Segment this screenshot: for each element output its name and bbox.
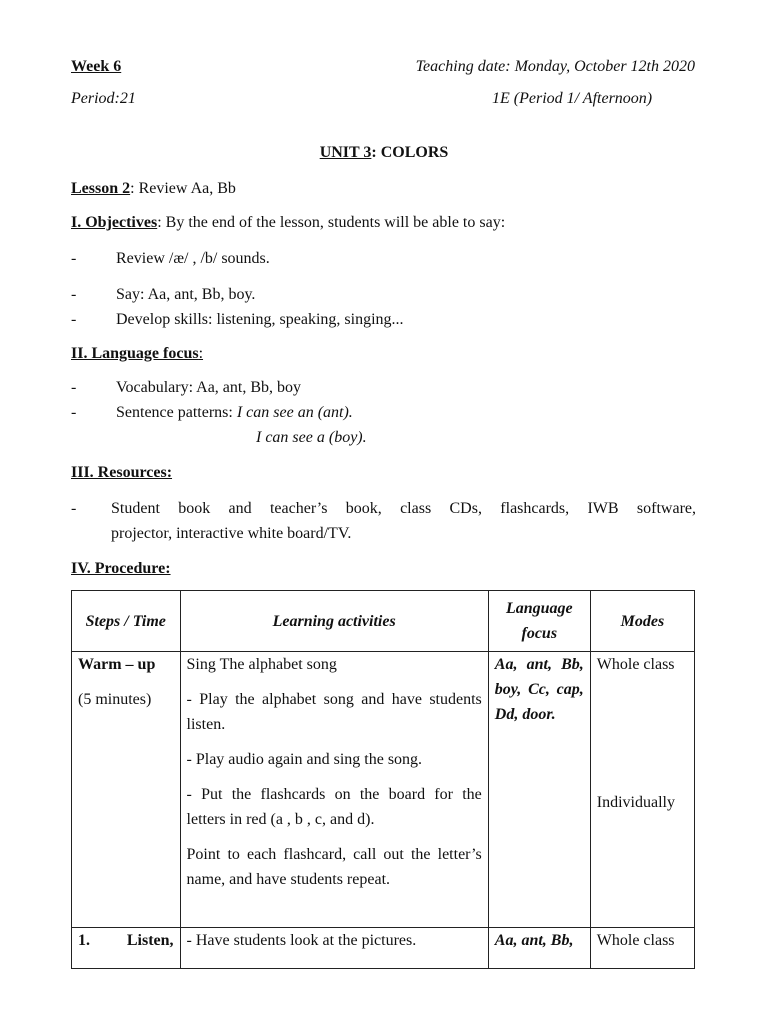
- bullet-dash: -: [71, 250, 77, 267]
- resources-line-1: Student book and teacher’s book, class CDs, flashcards, IWB software,: [111, 500, 696, 517]
- sentence-patterns-item: [116, 400, 353, 425]
- procedure-heading: IV. Procedure:: [71, 560, 171, 577]
- teaching-date: [416, 54, 695, 79]
- step-name: 1. Listen,: [78, 932, 174, 949]
- objective-item: Review /æ/ , /b/ sounds.: [116, 250, 270, 267]
- language-focus-label: II. Language focus: [71, 345, 199, 362]
- table-row: [72, 928, 695, 969]
- mode-whole-class: Whole class: [596, 656, 675, 673]
- patterns-label: Sentence patterns:: [116, 404, 237, 421]
- bullet-dash: -: [71, 311, 77, 328]
- objectives-heading: [71, 210, 505, 235]
- activity-item: - Play audio again and sing the song.: [186, 751, 423, 768]
- focus-text: Aa, ant, Bb,: [494, 932, 574, 949]
- lesson-label: Lesson 2: [71, 180, 131, 197]
- objective-item: Say: Aa, ant, Bb, boy.: [116, 286, 256, 303]
- bullet-dash: -: [71, 500, 77, 517]
- header-modes: Modes: [590, 591, 694, 652]
- activities-cell: [180, 652, 488, 928]
- activity-item: Point to each flashcard, call out the letter’s name, and have students repeat.: [186, 846, 482, 888]
- unit-label: UNIT 3: [319, 144, 372, 161]
- mode-whole-class: Whole class: [596, 932, 675, 949]
- focus-cell: [488, 928, 590, 969]
- activity-item: - Play the alphabet song and have students listen.: [186, 691, 482, 733]
- activity-item: Sing The alphabet song: [186, 656, 337, 673]
- pattern-1: I can see an (ant).: [236, 404, 353, 421]
- language-focus-colon: :: [198, 345, 204, 362]
- step-name: Warm – up: [78, 656, 156, 673]
- vocabulary-item: Vocabulary: Aa, ant, Bb, boy: [116, 379, 302, 396]
- procedure-table: [71, 590, 695, 969]
- header-steps: Steps / Time: [72, 591, 181, 652]
- focus-cell: [488, 652, 590, 928]
- step-time: (5 minutes): [78, 691, 152, 708]
- modes-cell: [590, 928, 694, 969]
- lesson-line: [71, 176, 236, 201]
- objective-item: Develop skills: listening, speaking, singing...: [116, 311, 404, 328]
- activity-item: - Have students look at the pictures.: [186, 932, 417, 949]
- class-info: 1E (Period 1/ Afternoon): [492, 90, 653, 107]
- modes-cell: [590, 652, 694, 928]
- table-row: [72, 652, 695, 928]
- pattern-2: I can see a (boy).: [256, 429, 367, 446]
- unit-name: : COLORS: [371, 144, 449, 161]
- teaching-date-label: Teaching date: [415, 58, 506, 75]
- lesson-text: : Review Aa, Bb: [130, 180, 236, 197]
- teaching-date-value: : Monday, October 12th 2020: [505, 58, 695, 75]
- bullet-dash: -: [71, 404, 77, 421]
- resources-line-2: projector, interactive white board/TV.: [111, 525, 352, 542]
- focus-text: Aa, ant, Bb, boy, Cc, cap, Dd, door.: [494, 656, 584, 723]
- bullet-dash: -: [71, 379, 77, 396]
- header-focus: Language focus: [488, 591, 590, 652]
- week-label: Week 6: [71, 58, 122, 75]
- header-activities: Learning activities: [180, 591, 488, 652]
- resources-heading: III. Resources:: [71, 464, 173, 481]
- step-cell: [72, 928, 181, 969]
- step-cell: [72, 652, 181, 928]
- bullet-dash: -: [71, 286, 77, 303]
- objectives-label: I. Objectives: [71, 214, 158, 231]
- language-focus-heading: [71, 341, 203, 366]
- activity-item: - Put the flashcards on the board for the letters in red (a , b , c, and d).: [186, 786, 482, 828]
- table-header-row: [72, 591, 695, 652]
- mode-individually: Individually: [596, 794, 675, 811]
- activities-cell: [180, 928, 488, 969]
- period-label: Period:21: [71, 90, 136, 107]
- unit-title: [0, 140, 768, 165]
- objectives-text: : By the end of the lesson, students will be able to say:: [157, 214, 506, 231]
